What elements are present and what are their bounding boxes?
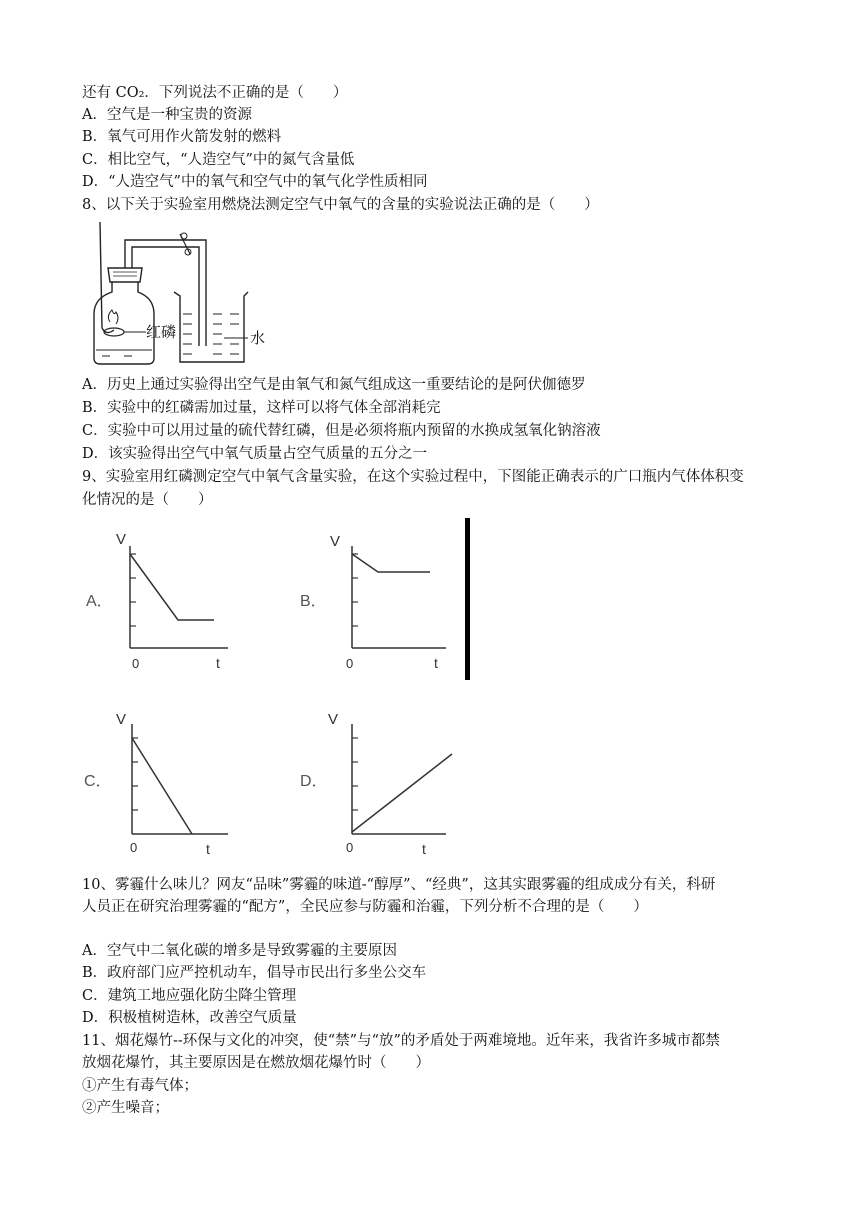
q11-item-2: ②产生噪音； xyxy=(82,1100,169,1116)
q11-item-1: ①产生有毒气体； xyxy=(82,1078,198,1094)
q10-option-c: C．建筑工地应强化防尘降尘管理 xyxy=(82,988,297,1004)
water-label: 水 xyxy=(250,330,266,347)
q7-stem-tail: 还有 CO₂．下列说法不正确的是（ ） xyxy=(82,85,348,101)
graph-b-t: t xyxy=(434,655,438,671)
q9-graph-c xyxy=(82,708,232,858)
graph-a-origin: 0 xyxy=(132,656,140,671)
q11-stem-line1: 11、烟花爆竹--环保与文化的冲突，使“禁”与“放”的矛盾处于两难境地。近年来，我省许多城市都禁 xyxy=(82,1033,720,1049)
q7-option-a: A．空气是一种宝贵的资源 xyxy=(82,107,252,123)
graph-b-origin: 0 xyxy=(346,656,354,671)
graph-d-origin: 0 xyxy=(346,840,354,855)
q9-graph-d xyxy=(298,708,458,858)
graph-c-v: V xyxy=(116,711,127,728)
red-phosphorus-label: 红磷 xyxy=(146,324,177,341)
q9-graph-b xyxy=(298,526,448,672)
graph-a-v: V xyxy=(116,531,127,548)
q8-option-d: D．该实验得出空气中氧气质量占空气质量的五分之一 xyxy=(82,446,428,462)
graph-c-origin: 0 xyxy=(130,840,138,855)
q7-option-b: B．氧气可用作火箭发射的燃料 xyxy=(82,129,282,145)
vertical-divider-bar xyxy=(465,518,470,680)
graph-d-t: t xyxy=(422,841,426,857)
q10-stem-line1: 10、雾霾什么味儿？网友“品味”雾霾的味道-“醇厚”、“经典”，这其实跟雾霾的组成成分有关，科研 xyxy=(82,877,716,893)
q9-stem-line2: 化情况的是（ ） xyxy=(82,492,213,508)
graph-b-label: B． xyxy=(300,593,327,610)
graph-c-label: C． xyxy=(84,773,112,790)
graph-a-label: A． xyxy=(86,593,113,610)
q8-stem: 8、以下关于实验室用燃烧法测定空气中氧气的含量的实验说法正确的是（ ） xyxy=(82,197,599,213)
q7-option-d: D．“人造空气”中的氧气和空气中的氧气化学性质相同 xyxy=(82,174,428,190)
graph-b-v: V xyxy=(330,533,341,550)
q8-apparatus-figure xyxy=(80,218,280,370)
q9-stem-line1: 9、实验室用红磷测定空气中氧气含量实验，在这个实验过程中，下图能正确表示的广口瓶内气体体积变 xyxy=(82,469,744,485)
q10-option-a: A．空气中二氧化碳的增多是导致雾霾的主要原因 xyxy=(82,943,397,959)
q11-stem-line2: 放烟花爆竹，其主要原因是在燃放烟花爆竹时（ ） xyxy=(82,1055,430,1071)
graph-d-label: D． xyxy=(300,773,328,790)
q8-option-c: C．实验中可以用过量的硫代替红磷，但是必须将瓶内预留的水换成氢氧化钠溶液 xyxy=(82,423,601,439)
q8-option-b: B．实验中的红磷需加过量，这样可以将气体全部消耗完 xyxy=(82,400,441,416)
graph-a-t: t xyxy=(216,655,220,671)
q9-graph-a xyxy=(82,526,232,672)
q7-option-c: C．相比空气，“人造空气”中的氮气含量低 xyxy=(82,152,355,168)
q10-option-d: D．积极植树造林，改善空气质量 xyxy=(82,1010,297,1026)
graph-c-t: t xyxy=(206,841,210,857)
q10-stem-line2: 人员正在研究治理雾霾的“配方”，全民应参与防霾和治霾，下列分析不合理的是（ ） xyxy=(82,899,648,915)
q8-option-a: A．历史上通过实验得出空气是由氧气和氮气组成这一重要结论的是阿伏伽德罗 xyxy=(82,377,586,393)
q10-option-b: B．政府部门应严控机动车，倡导市民出行多坐公交车 xyxy=(82,965,427,981)
graph-d-v: V xyxy=(328,711,339,728)
